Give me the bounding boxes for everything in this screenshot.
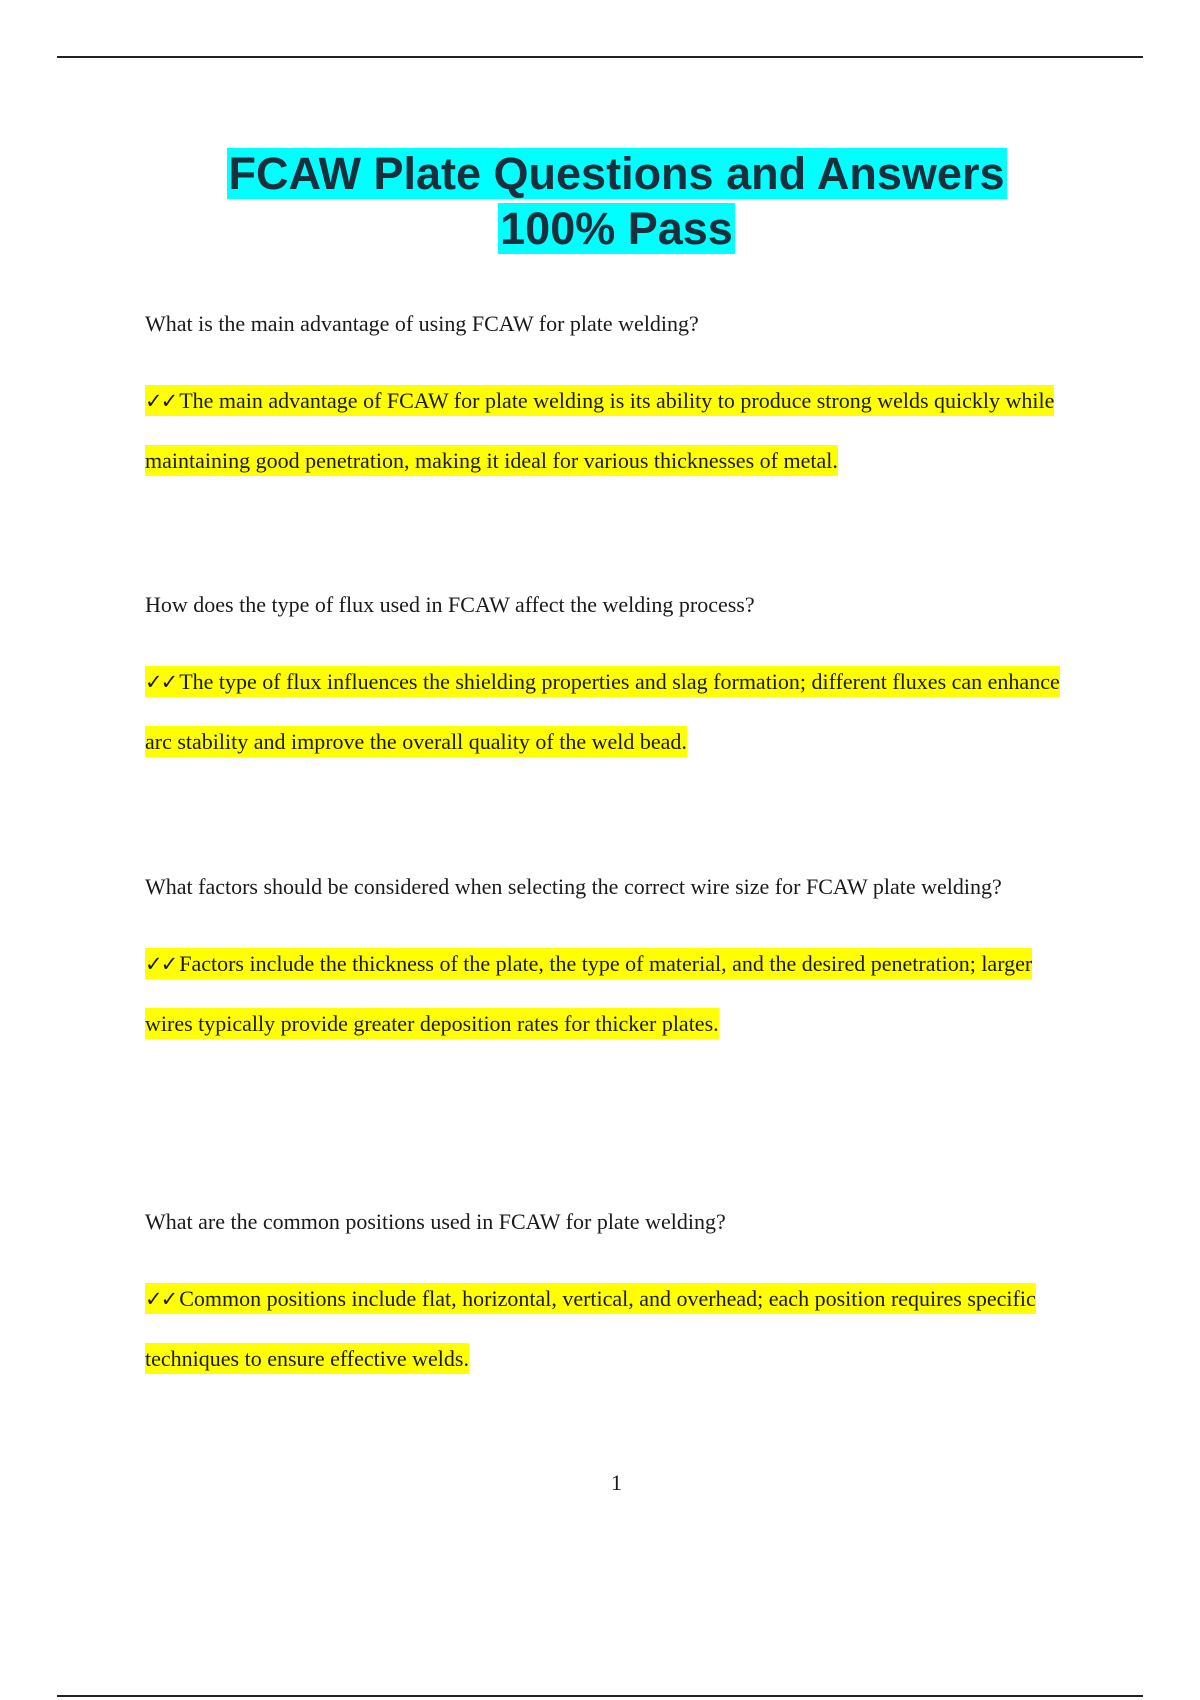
answer-text: ✓✓ Common positions include flat, horizontal, vertical, and overhead; each position requires specific techniques to ensure effective welds. xyxy=(145,1269,1085,1389)
title-line-1: FCAW Plate Questions and Answers xyxy=(228,148,1005,199)
qa-item xyxy=(145,578,1085,772)
answer-text: ✓✓ The main advantage of FCAW for plate welding is its ability to produce strong welds quickly while maintaining good penetration, making it ideal for various thicknesses of metal. xyxy=(145,371,1085,491)
document-title xyxy=(0,146,1200,256)
answer-text: ✓✓ The type of flux influences the shielding properties and slag formation; different fluxes can enhance arc stability and improve the overall quality of the weld bead. xyxy=(145,652,1085,772)
qa-item xyxy=(145,860,1085,1054)
question-text: How does the type of flux used in FCAW affect the welding process? xyxy=(145,592,755,617)
page-number: 1 xyxy=(611,1470,622,1495)
top-rule xyxy=(57,56,1143,58)
qa-item xyxy=(145,1195,1085,1389)
answer-text: ✓✓ Factors include the thickness of the plate, the type of material, and the desired penetration; larger wires typically provide greater deposition rates for thicker plates. xyxy=(145,934,1085,1054)
check-icon: ✓✓ xyxy=(145,667,176,697)
question-text: What are the common positions used in FCAW for plate welding? xyxy=(145,1209,726,1234)
question-text: What is the main advantage of using FCAW for plate welding? xyxy=(145,311,699,336)
question-text: What factors should be considered when selecting the correct wire size for FCAW plate welding? xyxy=(145,874,1002,899)
title-line-2: 100% Pass xyxy=(500,203,733,254)
qa-item xyxy=(145,297,1085,491)
check-icon: ✓✓ xyxy=(145,1284,176,1314)
check-icon: ✓✓ xyxy=(145,949,176,979)
check-icon: ✓✓ xyxy=(145,386,176,416)
bottom-rule xyxy=(57,1695,1143,1697)
